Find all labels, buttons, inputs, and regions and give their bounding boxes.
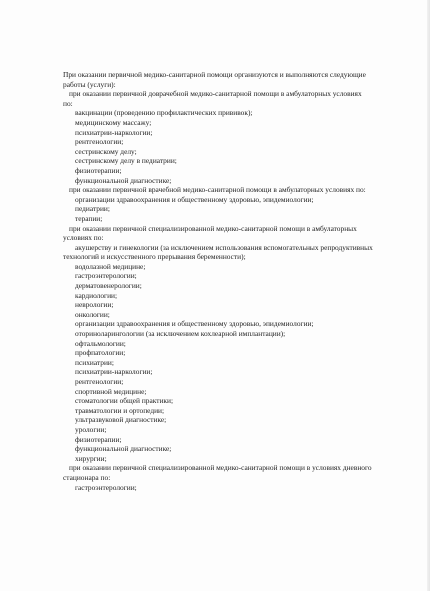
document-text-line: водолазной медицине; [75, 261, 146, 271]
document-text-line: физиотерапии; [75, 165, 122, 175]
document-text-line: рентгенологии; [75, 377, 124, 386]
document-text-line: офтальмологии; [75, 338, 126, 348]
document-text-line: при оказании первичной доврачебной медико-санитарной помощи в амбулаторных условиях [69, 89, 362, 99]
document-text-line: ультразвуковой диагностике; [75, 415, 167, 425]
document-text-line: акушерству и гинекологии (за исключением использования вспомогательных репродуктивных [75, 242, 373, 252]
document-text-line: психиатрии; [75, 357, 114, 367]
document-text-line: организации здравоохранения и общественному здоровью, эпидемиологии; [75, 194, 314, 204]
document-text-line: функциональной диагностике; [75, 175, 172, 185]
document-text-line: организации здравоохранения и общественному здоровью, эпидемиологии; [75, 319, 314, 329]
document-text-line: терапии; [75, 213, 103, 223]
document-text-line: физиотерапии; [75, 434, 122, 444]
document-text-line: при оказании первичной специализированной медико-санитарной помощи в условиях дневного [69, 463, 372, 473]
document-text-line: технологий и искусственного прерывания беременности); [63, 252, 246, 262]
document-text-line: рентгенологии; [75, 137, 124, 147]
document-text-line: условиях по: [63, 233, 104, 243]
document-text-line: работы (услуги): [63, 79, 116, 89]
document-body [0, 70, 430, 492]
document-text-line: травматологии и ортопедии; [75, 405, 165, 415]
document-text-line: урологии; [75, 424, 107, 434]
document-text-line: сестринскому делу; [75, 146, 137, 156]
document-text-line: дерматовенерологии; [75, 281, 142, 291]
document-text-line: неврологии; [75, 300, 114, 310]
document-text-line: При оказании первичной медико-санитарной помощи организуются и выполняются следующие [63, 70, 366, 79]
document-text-line: стоматологии общей практики; [75, 396, 174, 406]
document-text-line: по: [63, 98, 73, 108]
document-text-line: оториноларингологии (за исключением кохлеарной имплантации); [75, 329, 286, 339]
document-text-line: вакцинации (проведению профилактических прививок); [75, 108, 253, 118]
document-text-line: профпатологии; [75, 348, 126, 358]
document-text-line: педиатрии; [75, 204, 110, 214]
document-text-line: при оказании первичной врачебной медико-санитарной помощи в амбулаторных условиях по: [69, 185, 366, 195]
document-text-line: при оказании первичной специализированной медико-санитарной помощи в амбулаторных [69, 223, 357, 233]
document-text-line: сестринскому делу в педиатрии; [75, 156, 177, 166]
document-text-line: психиатрии-наркологии; [75, 127, 153, 137]
document-text-line: медицинскому массажу; [75, 117, 152, 127]
document-text-line: спортивной медицине; [75, 386, 147, 396]
document-text-line: функциональной диагностике; [75, 444, 172, 454]
document-text-line: гастроэнтерологии; [75, 482, 137, 492]
document-text-line: онкологии; [75, 309, 110, 319]
document-text-line: стационара по: [63, 472, 111, 482]
document-text-line: гастроэнтерологии; [75, 271, 137, 281]
document-text-line: психиатрии-наркологии; [75, 367, 153, 377]
document-text-line: хирургии; [75, 453, 107, 463]
document-text-line: кардиологии; [75, 290, 118, 300]
